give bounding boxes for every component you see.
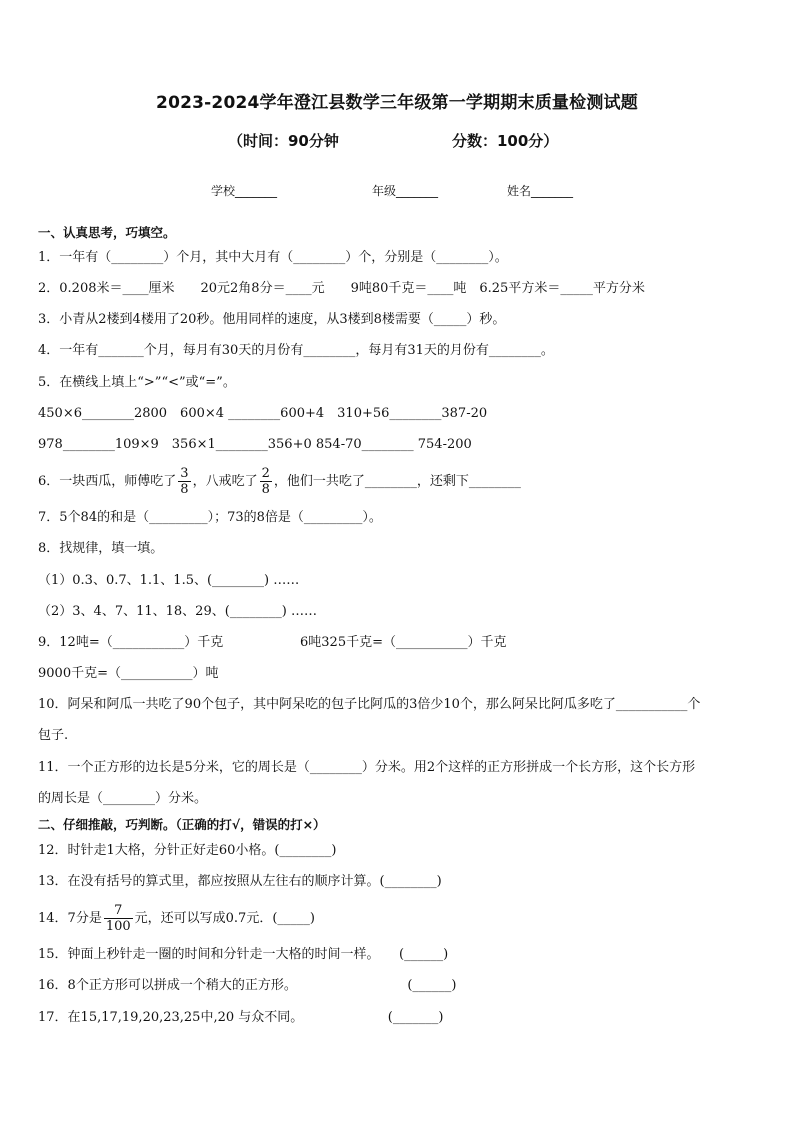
fraction-numerator: 7 [104, 903, 133, 919]
question-4: 4．一年有_______个月，每月有30天的月份有________，每月有31天的月份有________。 [38, 343, 554, 358]
question-9-part-1: 9．12吨=（___________）千克 [38, 635, 224, 650]
question-10-cont: 包子. [38, 728, 69, 743]
section-heading-1: 一、认真思考，巧填空。 [38, 225, 176, 240]
page-title: 2023-2024学年澄江县数学三年级第一学期期末质量检测试题 [156, 93, 638, 113]
exam-score: 分数：100分） [452, 132, 559, 150]
question-11: 11．一个正方形的边长是5分米，它的周长是（________）分米。用2个这样的正方形拼成一个长方形，这个长方形 [38, 760, 696, 775]
question-9-part-2: 6吨325千克=（___________）千克 [300, 635, 507, 650]
question-16: 16．8个正方形可以拼成一个稍大的正方形。 (______) [38, 978, 457, 993]
question-5-row-2: 978________109×9 356×1________356+0 854-70________ 754-200 [38, 437, 472, 452]
question-14-text-a: 14．7分是 [38, 911, 102, 926]
fraction-three-eighths [178, 466, 190, 497]
name-field: 姓名_______ [507, 184, 574, 198]
question-1: 1．一年有（________）个月，其中大月有（________）个，分别是（________）。 [38, 250, 508, 265]
grade-field: 年级_______ [372, 184, 439, 198]
question-3: 3．小青从2楼到4楼用了20秒。他用同样的速度，从3楼到8楼需要（_____）秒。 [38, 312, 506, 327]
question-11-cont: 的周长是（________）分米。 [38, 791, 208, 806]
school-field: 学校_______ [211, 184, 278, 198]
fraction-seven-hundredths [104, 903, 133, 934]
question-15: 15．钟面上秒针走一圈的时间和分针走一大格的时间一样。 (______) [38, 947, 449, 962]
question-8-part-1: （1）0.3、0.7、1.1、1.5、(________) …… [38, 573, 300, 588]
question-13: 13．在没有括号的算式里，都应按照从左往右的顺序计算。(________) [38, 874, 442, 889]
question-6-text-c: ，他们一共吃了________，还剩下________ [273, 474, 521, 489]
question-14 [38, 899, 315, 939]
exam-time: （时间：90分钟 [228, 132, 339, 150]
question-9-part-3: 9000千克=（___________）吨 [38, 666, 219, 681]
question-6-text-a: 6．一块西瓜，师傅吃了 [38, 474, 177, 489]
question-5-row-1: 450×6________2800 600×4 ________600+4 310+56________387-20 [38, 406, 488, 421]
question-17: 17．在15,17,19,20,23,25中,20 与众不同。 (_______) [38, 1010, 444, 1025]
question-5: 5．在横线上填上“>”“<”或“=”。 [38, 375, 236, 390]
question-6 [38, 462, 521, 502]
question-12: 12．时针走1大格，分针正好走60小格。(________) [38, 843, 337, 858]
fraction-numerator: 3 [180, 466, 189, 481]
question-8-part-2: （2）3、4、7、11、18、29、(________) …… [38, 604, 317, 619]
question-7: 7．5个84的和是（_________）；73的8倍是（_________）。 [38, 510, 382, 525]
question-2: 2．0.208米＝____厘米 20元2角8分＝____元 9吨80千克＝____吨 6.25平方米＝_____平方分米 [38, 281, 645, 296]
question-14-text-b: 元，还可以写成0.7元．(_____) [134, 911, 315, 926]
question-6-text-b: ，八戒吃了 [192, 474, 258, 489]
fraction-denominator: 100 [105, 919, 131, 934]
fraction-numerator: 2 [261, 466, 270, 481]
question-10: 10．阿呆和阿瓜一共吃了90个包子，其中阿呆吃的包子比阿瓜的3倍少10个，那么阿呆比阿瓜多吃了___________个 [38, 697, 701, 712]
fraction-two-eighths [260, 466, 272, 497]
section-heading-2: 二、仔细推敲，巧判断。（正确的打√，错误的打×） [38, 817, 326, 832]
fraction-denominator: 8 [261, 482, 270, 497]
question-8: 8．找规律，填一填。 [38, 541, 164, 556]
fraction-denominator: 8 [180, 482, 189, 497]
